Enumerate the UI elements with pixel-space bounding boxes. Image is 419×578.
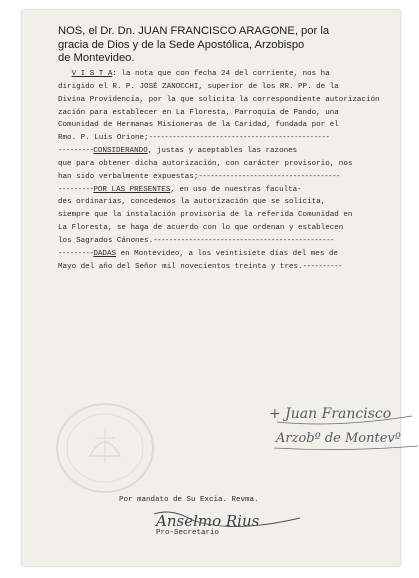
svg-text:Arzobº de Montevº: Arzobº de Montevº: [276, 431, 401, 446]
body-line: V I S T A: la nota que con fecha 24 del corriente, nos ha: [71, 70, 330, 78]
embossed-seal: [50, 398, 160, 498]
presentes-label: POR LAS PRESENTES: [93, 185, 171, 194]
document-body: [58, 68, 388, 274]
body-line: dirigido el R. P. JOSÉ ZANOCCHI, superior de los RR. PP. de la: [58, 82, 339, 91]
body-line: han sido verbalmente expuestas;------------------------------------: [58, 172, 340, 181]
body-line: zación para establecer en La Floresta, Parroquia de Pando, una: [58, 108, 339, 117]
body-line: Mayo del año del Señor mil novecientos treinta y tres.----------: [58, 262, 342, 271]
document-heading: [58, 25, 388, 66]
svg-text:+ Juan Francisco: + Juan Francisco: [269, 406, 392, 422]
body-line: des ordinarias, concedemos la autorización que se solicita,: [58, 198, 326, 207]
body-line: Comunidad de Hermanas Misioneras de la Caridad, fundada por el: [58, 121, 339, 130]
body-line: Rmo. P. Luis Orione;----------------------------------------------: [58, 134, 330, 143]
mandate-line: Por mandato de Su Excia. Revma.: [119, 496, 259, 504]
dadas-label: DADAS: [93, 249, 117, 258]
heading-line-3: de Montevideo.: [58, 52, 135, 65]
body-line: Divina Providencia, por la que solicita la correspondiente autorización: [58, 95, 380, 104]
heading-line-2: gracia de Dios y de la Sede Apostólica, Arzobispo: [58, 38, 305, 51]
document-page: [22, 10, 400, 566]
vista-label: V I S T A: [71, 70, 113, 78]
pro-secretary-label: Pro-Secretario: [156, 529, 220, 537]
svg-text:Anselmo Rius: Anselmo Rius: [156, 512, 260, 530]
body-line: ---------POR LAS PRESENTES, en uso de nuestras faculta-: [58, 185, 302, 194]
body-line: ---------CONSIDERANDO, justas y aceptables las razones: [58, 147, 298, 156]
body-line: ---------DADAS en Montevideo, a los veintisiete días del mes de: [58, 249, 338, 258]
body-line: La Floresta, se haga de acuerdo con lo que ordenan y establecen: [58, 224, 344, 233]
body-line: que para obtener dicha autorización, con carácter provisorio, nos: [58, 159, 353, 168]
body-line: siempre que la instalación provisoria de la referida Comunidad en: [58, 211, 353, 220]
body-line: los Sagrados Cánones.----------------------------------------------: [58, 236, 334, 245]
archbishop-title-signature: [270, 422, 419, 454]
heading-line-1: NOS, el Dr. Dn. JUAN FRANCISCO ARAGONE, por la: [58, 25, 330, 37]
considerando-label: CONSIDERANDO: [93, 147, 148, 156]
